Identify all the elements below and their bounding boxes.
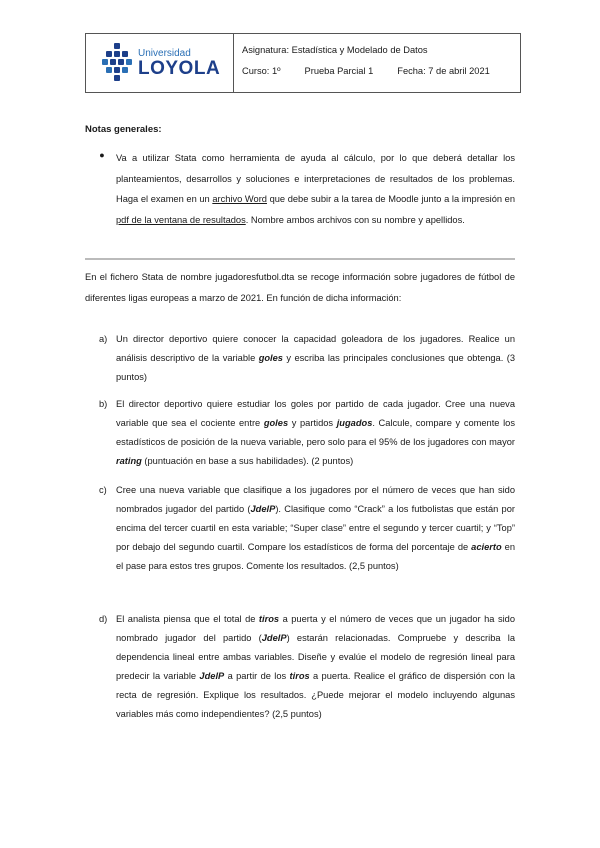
divider (85, 258, 515, 260)
question-label: d) (99, 614, 108, 624)
notes-paragraph: Va a utilizar Stata como herramienta de ayuda al cálculo, por lo que deberá detallar los planteamientos, desarrollos y soluciones e interpretaciones de resultados de los problemas. Haga el examen en un archivo Word que debe subir a la tarea de Moodle junto a la impresión en pdf de la ventana de resultados. Nombre ambos archivos con su nombre y apellidos. (116, 153, 516, 225)
document-header (85, 33, 521, 93)
question-text: El director deportivo quiere estudiar los goles por partido de cada jugador. Cree una nueva variable que sea el cociente entre goles y partidos jugados. Calcule, compare y comente los estadísticos de posición de la nueva variable, pero solo para el 95% de los jugadores con mayor rating (puntuación en base a sus habilidades). (2 puntos) (116, 399, 515, 466)
question-label: c) (99, 485, 107, 495)
question-label: a) (99, 334, 108, 344)
question-text: Cree una nueva variable que clasifique a los jugadores por el número de veces que han sido nombrados jugador del partido (JdelP). Clasifique como “Crack” a los futbolistas que están por encima del tercer cuartil en esta variable; “Super clase” entre el segundo y tercer cuartil; y “Top” por debajo del segundo cuartil. Compare los estadísticos de forma del porcentaje de acierto en el pase para estos tres grupos. Comente los resultados. (2,5 puntos) (116, 485, 515, 571)
bullet-icon: ● (99, 150, 105, 160)
logo-bottom-text: LOYOLA (138, 57, 221, 79)
intro-paragraph: En el fichero Stata de nombre jugadoresfutbol.dta se recoge información sobre jugadores de fútbol de diferentes ligas europeas a marzo de 2021. En función de dicha información: (85, 272, 515, 303)
date-label: Fecha: 7 de abril 2021 (397, 66, 490, 76)
results-pdf-link: pdf de la ventana de resultados (116, 214, 246, 225)
exam-label: Prueba Parcial 1 (304, 66, 374, 76)
logo-top-text: Universidad (138, 47, 191, 59)
question-d (99, 610, 515, 724)
course-label: Curso: 1º (242, 66, 281, 76)
loyola-cross-icon (102, 43, 132, 83)
question-label: b) (99, 399, 108, 409)
question-c (99, 481, 515, 576)
subject-label: Asignatura: Estadística y Modelado de Datos (242, 45, 428, 55)
exam-info (234, 34, 520, 92)
question-b (99, 395, 515, 471)
question-a (99, 330, 515, 387)
university-logo (86, 34, 234, 92)
question-text: Un director deportivo quiere conocer la capacidad goleadora de los jugadores. Realice un análisis descriptivo de la variable goles y escriba las principales conclusiones que obtenga. (3 puntos) (116, 334, 515, 382)
notes-title: Notas generales: (85, 124, 162, 135)
word-file-link: archivo Word (212, 194, 267, 204)
question-text: El analista piensa que el total de tiros a puerta y el número de veces que un jugador ha sido nombrado jugador del partido (JdelP) estarán relacionadas. Compruebe y describa la dependencia lineal entre ambas variables. Diseñe y evalúe el modelo de regresión lineal para predecir la variable JdelP a partir de los tiros a puerta. Realice el gráfico de dispersión con la recta de regresión. Explique los resultados. ¿Puede mejorar el modelo incluyendo algunas variables más como independientes? (2,5 puntos) (116, 614, 516, 719)
